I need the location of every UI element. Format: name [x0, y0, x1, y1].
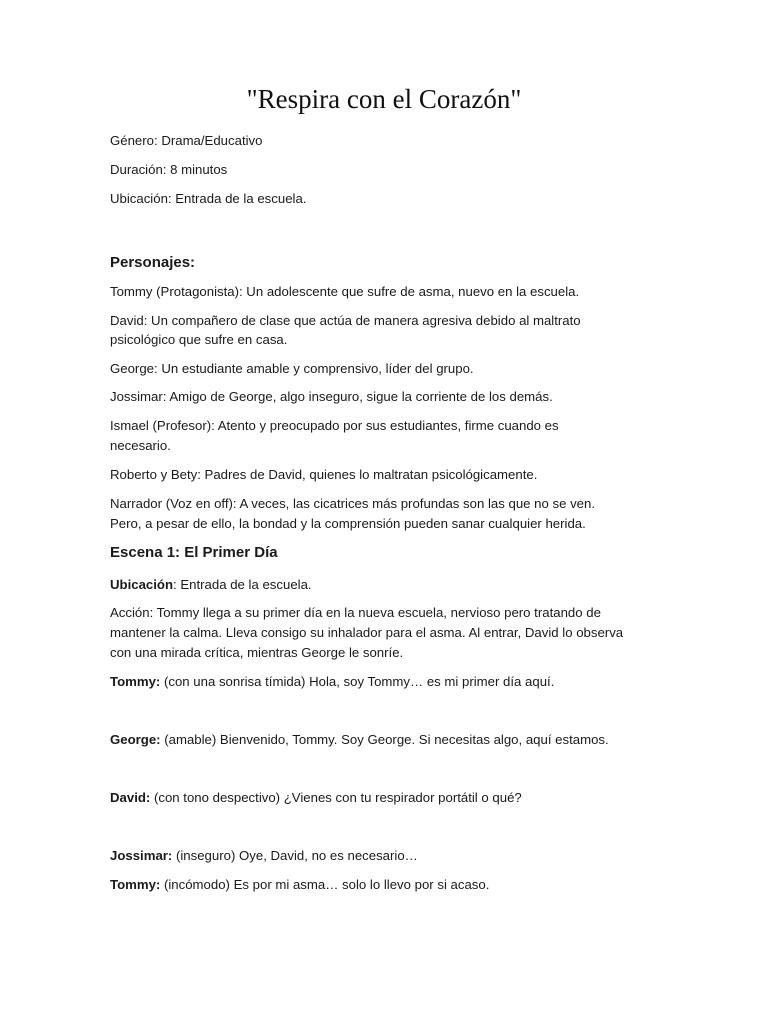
character-david-line2: psicológico que sufre en casa.	[110, 332, 288, 347]
dialogue-line	[110, 875, 489, 895]
dialogue-line	[110, 788, 522, 808]
dialogue-text: (con una sonrisa tímida) Hola, soy Tommy… es mi primer día aquí.	[160, 674, 555, 689]
character-david-line1: David: Un compañero de clase que actúa de manera agresiva debido al maltrato	[110, 313, 581, 328]
genre-line: Género: Drama/Educativo	[110, 133, 263, 148]
dialogue-speaker: George:	[110, 732, 161, 747]
dialogue-speaker: David:	[110, 790, 151, 805]
scene-1-heading: Escena 1: El Primer Día	[110, 544, 278, 561]
dialogue-speaker: Jossimar:	[110, 848, 173, 863]
dialogue-text: (con tono despectivo) ¿Vienes con tu respirador portátil o qué?	[150, 790, 522, 805]
characters-heading: Personajes:	[110, 254, 196, 271]
scene-1-location-text: : Entrada de la escuela.	[173, 577, 312, 592]
character-narrator-line1: Narrador (Voz en off): A veces, las cicatrices más profundas son las que no se ven.	[110, 496, 596, 511]
duration-line: Duración: 8 minutos	[110, 162, 228, 177]
dialogue-line	[110, 730, 609, 750]
character-narrator-line2: Pero, a pesar de ello, la bondad y la comprensión pueden sanar cualquier herida.	[110, 516, 586, 531]
scene-1-location	[110, 575, 312, 595]
dialogue-line	[110, 672, 554, 692]
character-george: George: Un estudiante amable y comprensivo, líder del grupo.	[110, 361, 474, 376]
dialogue-line	[110, 846, 418, 866]
character-ismael-line2: necesario.	[110, 438, 171, 453]
location-line: Ubicación: Entrada de la escuela.	[110, 191, 307, 206]
scene-1-location-label: Ubicación	[110, 577, 174, 592]
dialogue-text: (incómodo) Es por mi asma… solo lo llevo por si acaso.	[160, 877, 490, 892]
character-tommy: Tommy (Protagonista): Un adolescente que sufre de asma, nuevo en la escuela.	[110, 284, 580, 299]
scene-1-action-line1: Acción: Tommy llega a su primer día en la nueva escuela, nervioso pero tratando de	[110, 605, 601, 620]
character-jossimar: Jossimar: Amigo de George, algo inseguro, sigue la corriente de los demás.	[110, 389, 553, 404]
scene-1-action-line2: mantener la calma. Lleva consigo su inhalador para el asma. Al entrar, David lo observa	[110, 625, 624, 640]
dialogue-text: (inseguro) Oye, David, no es necesario…	[172, 848, 418, 863]
dialogue-speaker: Tommy:	[110, 877, 161, 892]
dialogue-text: (amable) Bienvenido, Tommy. Soy George. Si necesitas algo, aquí estamos.	[160, 732, 609, 747]
character-parents: Roberto y Bety: Padres de David, quienes lo maltratan psicológicamente.	[110, 467, 538, 482]
scene-1-action-line3: con una mirada crítica, mientras George le sonríe.	[110, 645, 404, 660]
dialogue-speaker: Tommy:	[110, 674, 161, 689]
character-ismael-line1: Ismael (Profesor): Atento y preocupado por sus estudiantes, firme cuando es	[110, 418, 559, 433]
document-title: "Respira con el Corazón"	[246, 84, 522, 114]
